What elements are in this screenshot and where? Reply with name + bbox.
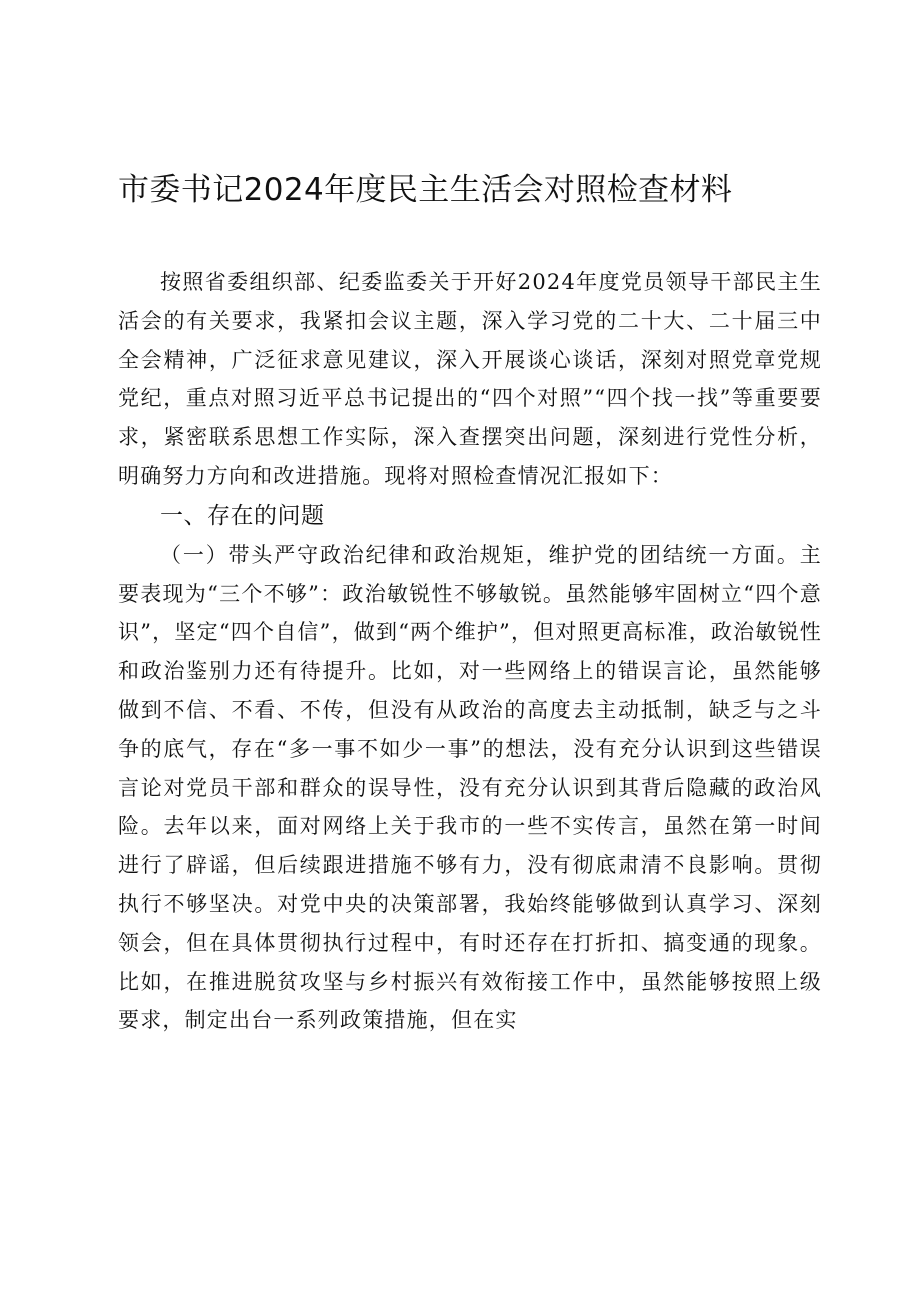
section-paragraph-political-discipline: （一）带头严守政治纪律和政治规矩，维护党的团结统一方面。主要表现为“三个不够”：政治敏锐性不够敏锐。虽然能够牢固树立“四个意识”，坚定“四个自信”，做到“两个维护”，但对照更高标准，政治敏锐性和政治鉴别力还有待提升。比如，对一些网络上的错误言论，虽然能够做到不信、不看、不传，但没有从政治的高度去主动抵制，缺乏与之斗争的底气，存在“多一事不如少一事”的想法，没有充分认识到这些错误言论对党员干部和群众的误导性，没有充分认识到其背后隐藏的政治风险。去年以来，面对网络上关于我市的一些不实传言，虽然在第一时间进行了辟谣，但后续跟进措施不够有力，没有彻底肃清不良影响。贯彻执行不够坚决。对党中央的决策部署，我始终能够做到认真学习、深刻领会，但在具体贯彻执行过程中，有时还存在打折扣、搞变通的现象。比如，在推进脱贫攻坚与乡村振兴有效衔接工作中，虽然能够按照上级要求，制定出台一系列政策措施，但在实 bbox=[118, 542, 822, 1033]
section-heading-problems: 一、存在的问题 bbox=[160, 502, 325, 529]
intro-paragraph: 按照省委组织部、纪委监委关于开好2024年度党员领导干部民主生活会的有关要求，我紧扣会议主题，深入学习党的二十大、二十届三中全会精神，广泛征求意见建议，深入开展谈心谈话，深刻对照党章党规党纪，重点对照习近平总书记提出的“四个对照”“四个找一找”等重要要求，紧密联系思想工作实际，深入查摆突出问题，深刻进行党性分析，明确努力方向和改进措施。现将对照检查情况汇报如下： bbox=[118, 270, 822, 488]
document-body bbox=[118, 263, 822, 1040]
document-title: 市委书记2024年度民主生活会对照检查材料 bbox=[118, 172, 733, 208]
